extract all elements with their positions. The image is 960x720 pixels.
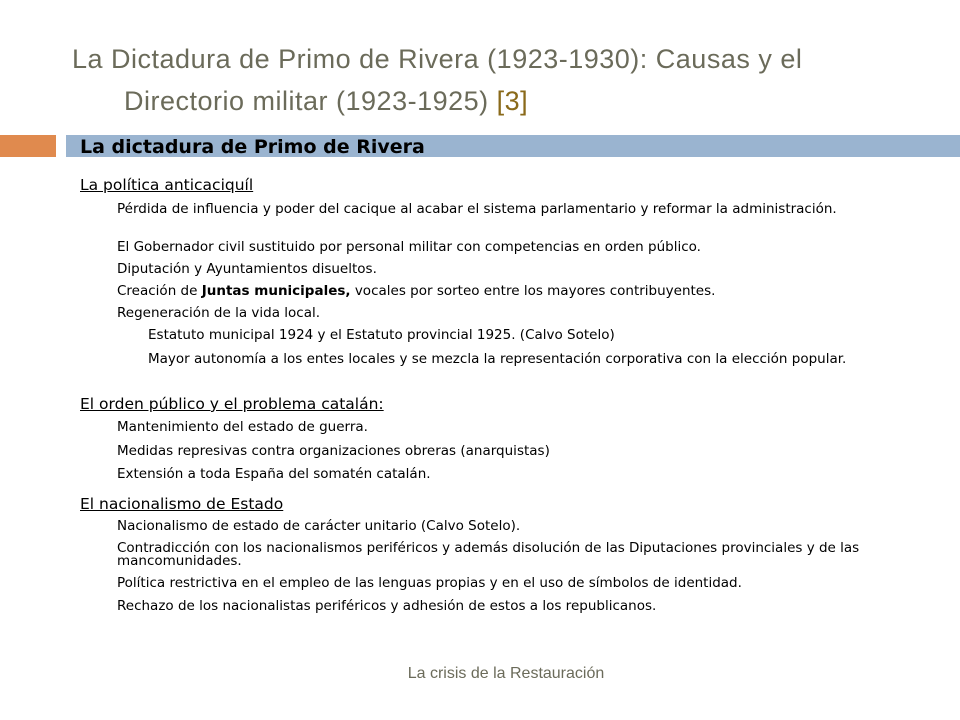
list-item-bold: Juntas municipales, [201,283,351,299]
orange-accent-bar [0,135,56,157]
list-item: Regeneración de la vida local. [117,305,321,321]
list-item: Política restrictiva en el empleo de las lenguas propias y en el uso de símbolos de identidad. [117,575,742,591]
list-item: Diputación y Ayuntamientos disueltos. [117,261,377,277]
title-line-2-text: Directorio militar (1923-1925) [124,86,497,116]
sub-list-item: Mayor autonomía a los entes locales y se mezcla la representación corporativa con la elección popular. [148,351,847,367]
list-item: Pérdida de influencia y poder del cacique al acabar el sistema parlamentario y reformar la administración. [117,201,837,217]
sub-list-item: Estatuto municipal 1924 y el Estatuto provincial 1925. (Calvo Sotelo) [148,327,615,343]
list-item [117,285,907,298]
list-item: Medidas represivas contra organizaciones obreras (anarquistas) [117,443,550,459]
heading-politica-anticaciquil: La política anticaciquíl [80,176,254,194]
list-item: Nacionalismo de estado de carácter unitario (Calvo Sotelo). [117,518,521,534]
section-title: La dictadura de Primo de Rivera [80,136,425,158]
list-item: Extensión a toda España del somatén catalán. [117,466,431,482]
heading-nacionalismo-estado: El nacionalismo de Estado [80,495,284,513]
slide-footer: La crisis de la Restauración [407,665,605,682]
heading-orden-publico: El orden público y el problema catalán: [80,395,384,413]
list-item: Rechazo de los nacionalistas periféricos y adhesión de estos a los republicanos. [117,598,657,614]
title-line-2 [72,80,932,122]
list-item-text: vocales por sorteo entre los mayores contribuyentes. [350,283,716,299]
slide-title [72,38,932,122]
title-reference: [3] [496,86,529,116]
list-item: Contradicción con los nacionalismos periféricos y además disolución de las Diputaciones provinciales y de las mancomunidades. [117,540,860,569]
list-item-text: Creación de [117,283,202,299]
list-item: El Gobernador civil sustituido por personal militar con competencias en orden público. [117,239,701,255]
list-item: Mantenimiento del estado de guerra. [117,419,368,435]
title-line-1: La Dictadura de Primo de Rivera (1923-1930): Causas y el [72,44,803,74]
